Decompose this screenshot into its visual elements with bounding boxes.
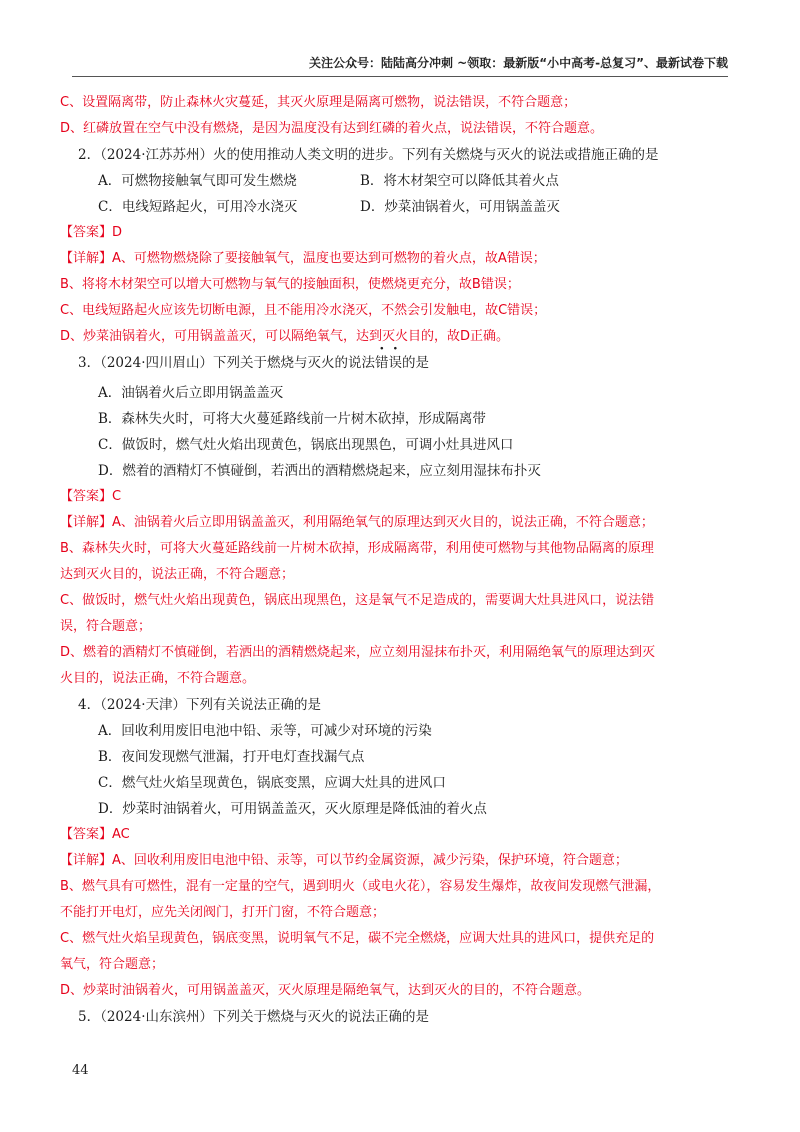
- question-4-detail-line: 氧气，符合题意；: [60, 957, 165, 972]
- question-3-detail-line: 火目的，说法正确，不符合题意。: [60, 671, 256, 686]
- question-2-option-c: C．电线短路起火，可用冷水浇灭: [98, 199, 298, 215]
- question-3-detail-line: 达到灭火目的，说法正确，不符合题意；: [60, 567, 295, 582]
- question-4-detail-line: B、燃气具有可燃性，混有一定量的空气，遇到明火（或电火花），容易发生爆炸，故夜间发现燃气泄漏，: [60, 879, 661, 894]
- question-3-option-d: D．燃着的酒精灯不慎碰倒，若洒出的酒精燃烧起来，应立刻用湿抹布扑灭: [98, 463, 541, 479]
- question-3-detail-line: 【详解】A、油锅着火后立即用锅盖盖灭，利用隔绝氧气的原理达到灭火目的，说法正确，不符合题意；: [60, 515, 654, 530]
- question-2-options-row-1: [60, 168, 740, 194]
- question-2-option-b: B．将木材架空可以降低其着火点: [360, 173, 559, 189]
- question-3-detail-line: D、燃着的酒精灯不慎碰倒，若洒出的酒精燃烧起来，应立刻用湿抹布扑灭，利用隔绝氧气的原理达到灭: [60, 645, 656, 660]
- question-3-answer: 【答案】C: [60, 489, 122, 504]
- question-4-detail-line: 【详解】A、回收利用废旧电池中铅、汞等，可以节约金属资源，减少污染，保护环境，符合题意；: [60, 853, 628, 868]
- question-3-stem: [60, 350, 740, 376]
- emphasis-char: 错: [375, 355, 389, 371]
- question-2-option-d: D．炒菜油锅着火，可用锅盖盖灭: [360, 199, 560, 215]
- prev-detail-line-d: D、红磷放置在空气中没有燃烧，是因为温度没有达到红磷的着火点，说法错误，不符合题意。: [60, 121, 604, 136]
- question-2-stem: 2．（2024·江苏苏州）火的使用推动人类文明的进步。下列有关燃烧与灭火的说法或措施正确的是: [78, 147, 659, 163]
- question-2-detail-line: 【详解】A、可燃物燃烧除了要接触氧气，温度也要达到可燃物的着火点，故A错误；: [60, 251, 546, 266]
- question-4-option-b: B．夜间发现燃气泄漏，打开电灯查找漏气点: [98, 749, 365, 765]
- header-divider: [72, 76, 728, 77]
- question-3-stem-tail: 的是: [402, 355, 429, 371]
- question-3-detail-line: 误，符合题意；: [60, 619, 152, 634]
- question-4-option-a: A．回收利用废旧电池中铅、汞等，可减少对环境的污染: [98, 723, 432, 739]
- page-header: 关注公众号：陆陆高分冲刺 ~领取：最新版“小中高考-总复习”、最新试卷下载: [309, 56, 728, 70]
- question-2-option-a: A．可燃物接触氧气即可发生燃烧: [98, 173, 297, 189]
- question-2-answer: 【答案】D: [60, 225, 123, 240]
- question-4-detail-line: 不能打开电灯，应先关闭阀门，打开门窗，不符合题意；: [60, 905, 386, 920]
- question-2-options-row-2: [60, 194, 740, 220]
- question-4-answer: 【答案】AC: [60, 827, 130, 842]
- question-3-stem-text: 3．（2024·四川眉山）下列关于燃烧与灭火的说法: [78, 355, 375, 371]
- question-4-option-d: D．炒菜时油锅着火，可用锅盖盖灭，灭火原理是降低油的着火点: [98, 801, 487, 817]
- question-3-option-c: C．做饭时，燃气灶火焰出现黄色，锅底出现黑色，可调小灶具进风口: [98, 437, 514, 453]
- page-number: 44: [72, 1063, 89, 1078]
- question-2-detail-line: B、将将木材架空可以增大可燃物与氧气的接触面积，使燃烧更充分，故B错误；: [60, 277, 520, 292]
- question-4-option-c: C．燃气灶火焰呈现黄色，锅底变黑，应调大灶具的进风口: [98, 775, 446, 791]
- question-3-option-b: B．森林失火时，可将大火蔓延路线前一片树木砍掉，形成隔离带: [98, 411, 486, 427]
- question-3-option-a: A．油锅着火后立即用锅盖盖灭: [98, 385, 284, 401]
- question-3-detail-line: B、森林失火时，可将大火蔓延路线前一片树木砍掉，形成隔离带，利用使可燃物与其他物品隔离的原理: [60, 541, 654, 556]
- question-4-stem: 4．（2024·天津）下列有关说法正确的是: [78, 697, 321, 713]
- page-content: [60, 90, 740, 1030]
- question-3-detail-line: C、做饭时，燃气灶火焰出现黄色，锅底出现黑色，这是氧气不足造成的，需要调大灶具进风口，说法错: [60, 593, 655, 608]
- question-4-detail-line: C、燃气灶火焰呈现黄色，锅底变黑，说明氧气不足，碳不完全燃烧，应调大灶具的进风口，提供充足的: [60, 931, 655, 946]
- emphasis-char: 误: [388, 355, 402, 371]
- question-2-detail-line: C、电线短路起火应该先切断电源，且不能用冷水浇灭，不然会引发触电，故C错误；: [60, 303, 547, 318]
- question-4-detail-line: D、炒菜时油锅着火，可用锅盖盖灭，灭火原理是隔绝氧气，达到灭火的目的，不符合题意。: [60, 983, 591, 998]
- prev-detail-line-c: C、设置隔离带，防止森林火灾蔓延，其灭火原理是隔离可燃物，说法错误，不符合题意；: [60, 95, 577, 110]
- question-2-detail-line: D、炒菜油锅着火，可用锅盖盖灭，可以隔绝氧气，达到灭火目的，故D正确。: [60, 329, 510, 344]
- question-5-stem: 5．（2024·山东滨州）下列关于燃烧与灭火的说法正确的是: [78, 1009, 429, 1025]
